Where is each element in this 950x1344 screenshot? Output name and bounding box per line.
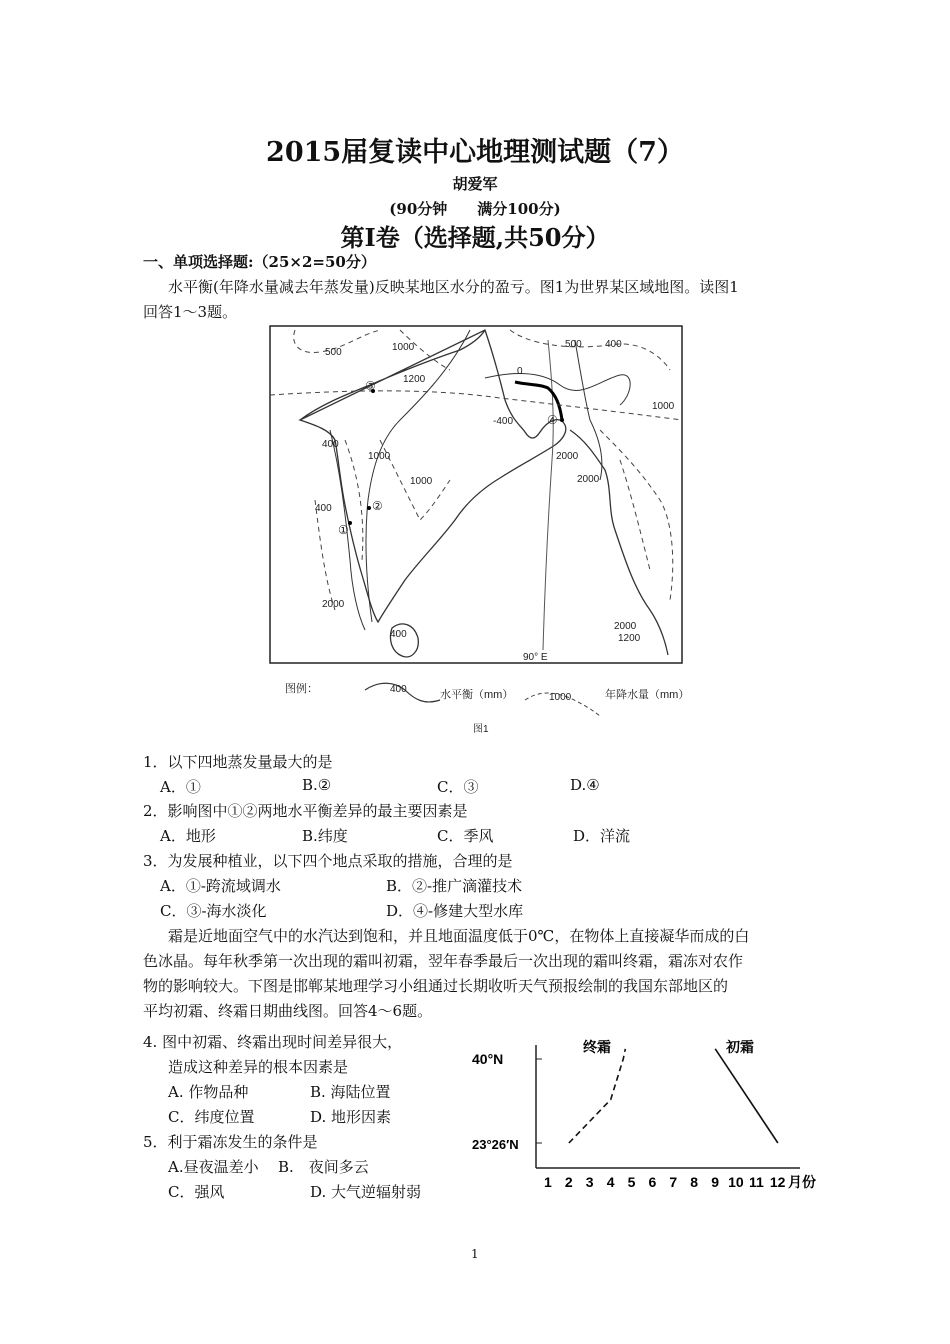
legend-water-text: 水平衡（mm） <box>440 689 514 701</box>
map-label: 400 <box>390 629 407 640</box>
frost-intro-line-2: 色冰晶。每年秋季第一次出现的霜叫初霜，翌年春季最后一次出现的霜叫终霜，霜冻对农作 <box>143 952 744 970</box>
meridian-label: 90° E <box>523 652 548 663</box>
q3-option-d: D．④-修建大型水库 <box>386 902 524 920</box>
x-tick-label: 5 <box>627 1174 636 1190</box>
figure-caption: 图1 <box>473 724 489 735</box>
map-label: 1200 <box>403 374 426 385</box>
q1-number: 1． <box>143 753 168 771</box>
q2-option-c: C．季风 <box>437 827 494 845</box>
series-label-first-frost: 初霜 <box>726 1039 754 1055</box>
author-name: 胡爱军 <box>452 175 498 193</box>
x-tick-label: 4 <box>606 1174 615 1190</box>
q2-option-d: D．洋流 <box>573 827 631 845</box>
intro-line-1: 水平衡(年降水量减去年蒸发量)反映某地区水分的盈亏。图1为世界某区域地图。读图1 <box>168 278 739 296</box>
x-tick-label: 1 <box>544 1174 552 1190</box>
x-tick-label: 6 <box>648 1174 657 1190</box>
map-label: 1000 <box>652 401 675 412</box>
q2-option-a: A．地形 <box>160 827 216 845</box>
y-tick-label: 23°26′N <box>472 1137 519 1152</box>
map-label: ③ <box>365 379 376 393</box>
legend-title: 图例： <box>285 683 318 695</box>
q5-option-d: D. 大气逆辐射弱 <box>310 1183 422 1201</box>
map-label: 500 <box>565 339 582 350</box>
x-tick-label: 9 <box>711 1174 719 1190</box>
x-tick-label: 8 <box>690 1174 699 1190</box>
q5-option-c: C．强风 <box>168 1183 225 1201</box>
legend-water-value: 400 <box>390 684 407 695</box>
map-label: 1200 <box>618 633 641 644</box>
map-label: 400 <box>322 439 339 450</box>
x-tick-label: 10 <box>728 1174 744 1190</box>
map-label: 400 <box>605 339 622 350</box>
map-label: 2000 <box>556 451 579 462</box>
frost-intro-line-1: 霜是近地面空气中的水汽达到饱和，并且地面温度低于0℃，在物体上直接凝华而成的白 <box>168 927 750 945</box>
x-tick-label: 3 <box>585 1174 594 1190</box>
map-label: 0 <box>517 366 523 377</box>
q1-text: 以下四地蒸发量最大的是 <box>167 753 333 771</box>
q5-number: 5． <box>143 1133 168 1151</box>
first-frost-line <box>715 1049 778 1143</box>
q5-option-a: A.昼夜温差小 <box>168 1158 259 1176</box>
map-label: 2000 <box>577 474 600 485</box>
q1-stem <box>143 751 333 772</box>
point-2-dot <box>367 506 371 510</box>
map-label: ② <box>372 499 383 513</box>
precip-isolines <box>270 330 682 610</box>
q3-option-b: B．②-推广滴灌技术 <box>386 877 523 895</box>
q2-text: 影响图中①②两地水平衡差异的最主要因素是 <box>167 802 468 820</box>
q4-option-a: A. 作物品种 <box>168 1083 249 1101</box>
series-label-last-frost: 终霜 <box>583 1039 611 1055</box>
q2-stem <box>143 800 468 821</box>
q4-stem <box>143 1031 402 1052</box>
section-heading: 一、单项选择题:（25×2=50分） <box>143 253 376 271</box>
map-label: 500 <box>325 347 342 358</box>
map-label: ① <box>338 523 349 537</box>
map-label: 1000 <box>410 476 433 487</box>
x-tick-label: 12 <box>769 1174 786 1190</box>
q3-text: 为发展种植业，以下四个地点采取的措施，合理的是 <box>167 852 513 870</box>
q5-option-b: B. 夜间多云 <box>278 1158 369 1176</box>
time-info: (90分钟 满分100分) <box>389 200 561 218</box>
q1-option-c: C．③ <box>437 778 479 796</box>
x-axis-label: 月份 <box>788 1174 816 1190</box>
map-label: -400 <box>493 416 514 427</box>
q4-option-c: C．纬度位置 <box>168 1108 255 1126</box>
page-title: 2015届复读中心地理测试题（7） <box>266 137 684 168</box>
map-label: 2000 <box>322 599 345 610</box>
q1-option-d: D.④ <box>570 776 600 794</box>
frost-intro-line-3: 物的影响较大。下图是邯郸某地理学习小组通过长期收听天气预报绘制的我国东部地区的 <box>143 977 729 995</box>
volume-heading: 第Ⅰ卷（选择题,共50分） <box>340 223 610 252</box>
page-number: 1 <box>471 1247 479 1261</box>
q4-text-line-2: 造成这种差异的根本因素是 <box>168 1058 349 1076</box>
q1-option-b: B.② <box>302 776 332 794</box>
x-tick-label: 7 <box>669 1174 678 1190</box>
legend-precip-text: 年降水量（mm） <box>605 689 690 701</box>
legend-precip-value: 1000 <box>549 692 572 703</box>
q4-option-b: B. 海陆位置 <box>310 1083 391 1101</box>
map-label: 2000 <box>614 621 637 632</box>
q3-stem <box>143 850 513 871</box>
map-frame <box>270 326 682 663</box>
x-tick-label: 11 <box>749 1174 764 1190</box>
q4-option-d: D. 地形因素 <box>310 1108 392 1126</box>
x-tick-label: 2 <box>564 1174 573 1190</box>
q4-number: 4. <box>143 1033 158 1051</box>
q5-text: 利于霜冻发生的条件是 <box>167 1133 318 1151</box>
frost-intro-line-4: 平均初霜、终霜日期曲线图。回答4～6题。 <box>143 1002 433 1020</box>
q3-option-a: A．①-跨流域调水 <box>160 877 281 895</box>
point-4-dot <box>560 418 564 422</box>
frost-date-chart <box>470 1025 830 1200</box>
q1-option-a: A．① <box>160 778 201 796</box>
q5-stem <box>143 1131 318 1152</box>
intro-line-2: 回答1～3题。 <box>143 303 238 321</box>
q3-number: 3． <box>143 852 168 870</box>
map-label: ④ <box>547 413 558 427</box>
map-label: 1000 <box>392 342 415 353</box>
y-tick-label: 40°N <box>472 1051 504 1067</box>
map-label: 1000 <box>368 451 391 462</box>
q2-number: 2． <box>143 802 168 820</box>
last-frost-line <box>569 1049 625 1143</box>
q3-option-c: C．③-海水淡化 <box>160 902 267 920</box>
map-label: 400 <box>315 503 332 514</box>
q2-option-b: B.纬度 <box>302 827 348 845</box>
q4-text-line-1: 图中初霜、终霜出现时间差异很大， <box>162 1033 403 1051</box>
